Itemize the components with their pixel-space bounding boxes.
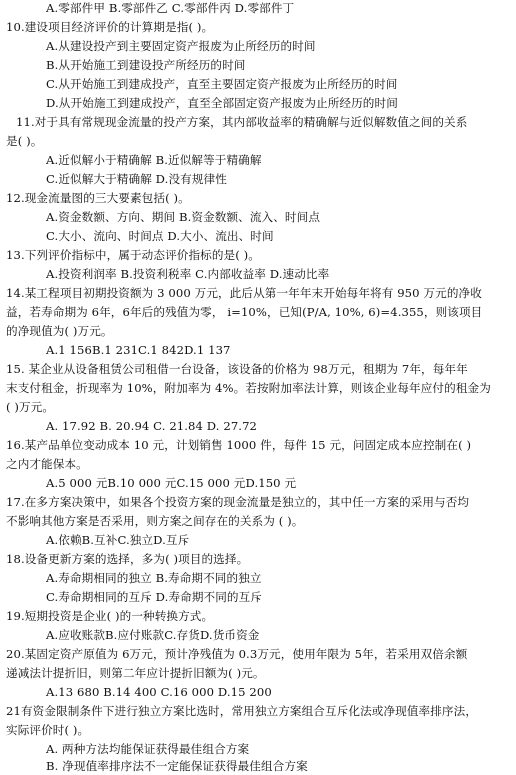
- q10-option-c: C.从开始施工到建成投产，直至主要固定资产报废为止所经历的时间: [46, 77, 398, 91]
- q17-question: 17.在多方案决策中，如果各个投资方案的现金流量是独立的，其中任一方案的采用与否均: [6, 495, 470, 509]
- q18-options-ab: A.寿命期相同的独立 B.寿命期不同的独立: [46, 571, 262, 585]
- q14-question-end: 的净现值为( )万元。: [6, 324, 113, 338]
- q14-options: A.1 156B.1 231C.1 842D.1 137: [46, 343, 231, 357]
- q11-question-cont: 是( )。: [6, 134, 43, 148]
- q20-question: 20.某固定资产原值为 6万元，预计净残值为 0.3万元，使用年限为 5年，若采用双倍余额: [6, 647, 468, 661]
- q11-options-ab: A.近似解小于精确解 B.近似解等于精确解: [46, 153, 262, 167]
- q18-options-cd: C.寿命期相同的互斥 D.寿命期不同的互斥: [46, 590, 262, 604]
- q10-question: 10.建设项目经济评价的计算期是指( )。: [6, 20, 214, 34]
- q17-question-cont: 不影响其他方案是否采用，则方案之间存在的关系为 ( )。: [6, 514, 304, 528]
- q14-question-cont: 益，若寿命期为 6年，6年后的残值为零， i=10%，已知(P/A, 10%, 6)=4.355，则该项目: [6, 305, 483, 319]
- q11-options-cd: C.近似解大于精确解 D.没有规律性: [46, 172, 227, 186]
- q11-question: 11.对于具有常规现金流量的投产方案，其内部收益率的精确解与近似解数值之间的关系: [16, 115, 468, 129]
- q16-options: A.5 000 元B.10 000 元C.15 000 元D.150 元: [46, 476, 297, 490]
- q15-question-cont: 末支付租金，折现率为 10%，附加率为 4%。若按附加率法计算，则该企业每年应付的租金为: [6, 381, 491, 395]
- q12-question: 12.现金流量图的三大要素包括( )。: [6, 191, 190, 205]
- q15-question: 15. 某企业从设备租赁公司租借一台设备，该设备的价格为 98万元，租期为 7年，每年年: [6, 362, 468, 376]
- q21-option-a: A. 两种方法均能保证获得最佳组合方案: [46, 742, 250, 756]
- q21-option-b: B. 净现值率排序法不一定能保证获得最佳组合方案: [46, 759, 308, 773]
- q13-options: A.投资利润率 B.投资利税率 C.内部收益率 D.速动比率: [46, 267, 330, 281]
- q10-option-b: B.从开始施工到建设投产所经历的时间: [46, 58, 246, 72]
- q20-options: A.13 680 B.14 400 C.16 000 D.15 200: [46, 685, 272, 699]
- q13-question: 13.下列评价指标中，属于动态评价指标的是( )。: [6, 248, 260, 262]
- q10-option-a: A.从建设投产到主要固定资产报废为止所经历的时间: [46, 39, 316, 53]
- q21-question: 21有资金限制条件下进行独立方案比选时，常用独立方案组合互斥化法或净现值率排序法，: [6, 704, 478, 718]
- q17-options: A.依赖B.互补C.独立D.互斥: [46, 533, 190, 547]
- q21-question-cont: 实际评价时( )。: [6, 723, 90, 737]
- q12-options-ab: A.资金数额、方向、期间 B.资金数额、流入、时间点: [46, 210, 321, 224]
- q18-question: 18.设备更新方案的选择，多为( )项目的选择。: [6, 552, 249, 566]
- q19-options: A.应收账款B.应付账款C.存货D.货币资金: [46, 628, 260, 642]
- q16-question: 16.某产品单位变动成本 10 元，计划销售 1000 件，每件 15 元，问固定成本应控制在( ): [6, 438, 472, 452]
- q15-question-end: ( )万元。: [6, 400, 55, 414]
- q16-question-cont: 之内才能保本。: [6, 457, 88, 471]
- q15-options: A. 17.92 B. 20.94 C. 21.84 D. 27.72: [46, 419, 258, 433]
- q14-question: 14.某工程项目初期投资额为 3 000 万元，此后从第一年年末开始每年将有 950 万元的净收: [6, 286, 482, 300]
- q20-question-cont: 递减法计提折旧，则第二年应计提折旧额为( )元。: [6, 666, 265, 680]
- q19-question: 19.短期投资是企业( )的一种转换方式。: [6, 609, 214, 623]
- q10-option-d: D.从开始施工到建成投产，直至全部固定资产报废为止所经历的时间: [46, 96, 398, 110]
- q12-options-cd: C.大小、流向、时间点 D.大小、流出、时间: [46, 229, 274, 243]
- q9-options: A.零部件甲 B.零部件乙 C.零部件丙 D.零部件丁: [46, 1, 295, 15]
